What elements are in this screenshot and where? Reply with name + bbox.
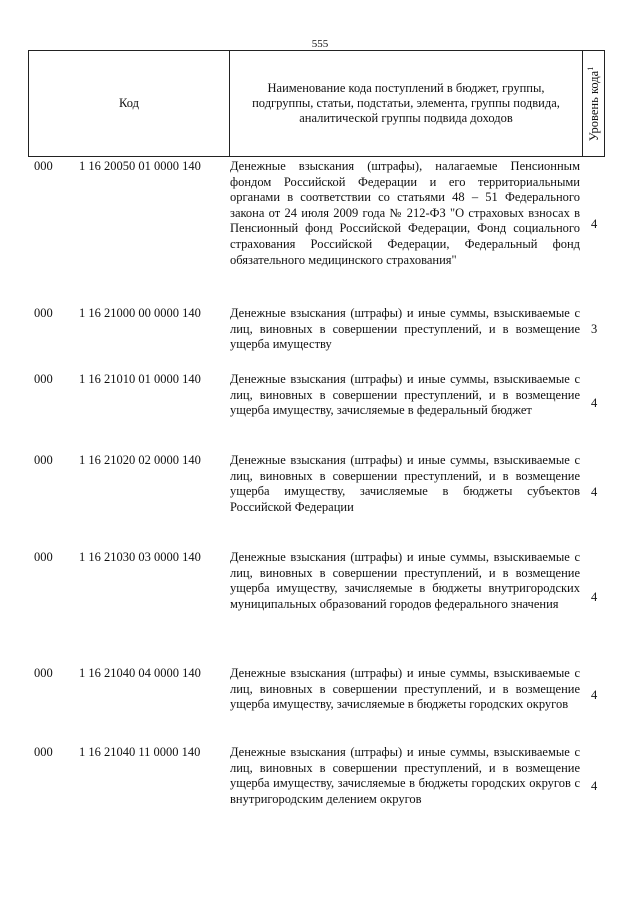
header-level-label: Уровень кода [586,70,601,141]
revenue-code: 1 16 21020 02 0000 140 [79,453,201,467]
revenue-code: 1 16 20050 01 0000 140 [79,159,201,173]
revenue-name: Денежные взыскания (штрафы) и иные суммы, взыскиваемые с лиц, виновных в совершении преступлений, и в возмещение ущерба имуществу, зачисляемые в бюджеты внутригородских муниципальных образований городов федерального значения [230,550,580,611]
revenue-name: Денежные взыскания (штрафы) и иные суммы, взыскиваемые с лиц, виновных в совершении преступлений, и в возмещение ущерба имуществу, зачисляемые в бюджеты субъектов Российской Федерации [230,453,580,514]
admin-code: 000 [34,159,53,173]
header-level-footnote: 1 [585,66,595,71]
admin-code: 000 [34,745,53,759]
code-level: 4 [591,779,598,793]
revenue-name: Денежные взыскания (штрафы) и иные суммы, взыскиваемые с лиц, виновных в совершении преступлений, и в возмещение ущерба имуществу [230,306,580,352]
revenue-code: 1 16 21040 04 0000 140 [79,666,201,680]
header-name: Наименование кода поступлений в бюджет, группы, подгруппы, статьи, подстатьи, элемента, группы подвида, аналитической группы подвида доходов [230,51,583,156]
code-level: 4 [591,688,598,702]
revenue-name: Денежные взыскания (штрафы) и иные суммы, взыскиваемые с лиц, виновных в совершении преступлений, и в возмещение ущерба имуществу, зачисляемые в бюджеты городских округов с внутригородским делением округов [230,745,580,806]
header-code: Код [29,51,230,156]
page-number: 555 [311,38,329,50]
revenue-name: Денежные взыскания (штрафы) и иные суммы, взыскиваемые с лиц, виновных в совершении преступлений, и в возмещение ущерба имуществу, зачисляемые в федеральный бюджет [230,372,580,418]
table-header [28,50,605,157]
code-level: 4 [591,396,598,410]
code-level: 4 [591,590,598,604]
admin-code: 000 [34,550,53,564]
code-level: 3 [591,322,598,336]
header-level [585,66,601,140]
code-level: 4 [591,217,598,231]
revenue-name: Денежные взыскания (штрафы), налагаемые Пенсионным фондом Российской Федерации и его территориальными органами в соответствии со статьями 48 – 51 Федерального закона от 24 июля 2009 года № 212-ФЗ "О страховых взносах в Пенсионный фонд Российской Федерации, Фонд социального страхования Российской Федерации, Федеральный фонд обязательного медицинского страхования" [230,159,580,267]
admin-code: 000 [34,453,53,467]
revenue-code: 1 16 21030 03 0000 140 [79,550,201,564]
admin-code: 000 [34,306,53,320]
code-level: 4 [591,485,598,499]
revenue-name: Денежные взыскания (штрафы) и иные суммы, взыскиваемые с лиц, виновных в совершении преступлений, и в возмещение ущерба имуществу, зачисляемые в бюджеты городских округов [230,666,580,712]
admin-code: 000 [34,666,53,680]
revenue-code: 1 16 21040 11 0000 140 [79,745,201,759]
revenue-code: 1 16 21010 01 0000 140 [79,372,201,386]
revenue-code: 1 16 21000 00 0000 140 [79,306,201,320]
admin-code: 000 [34,372,53,386]
header-level-cell [583,51,604,156]
